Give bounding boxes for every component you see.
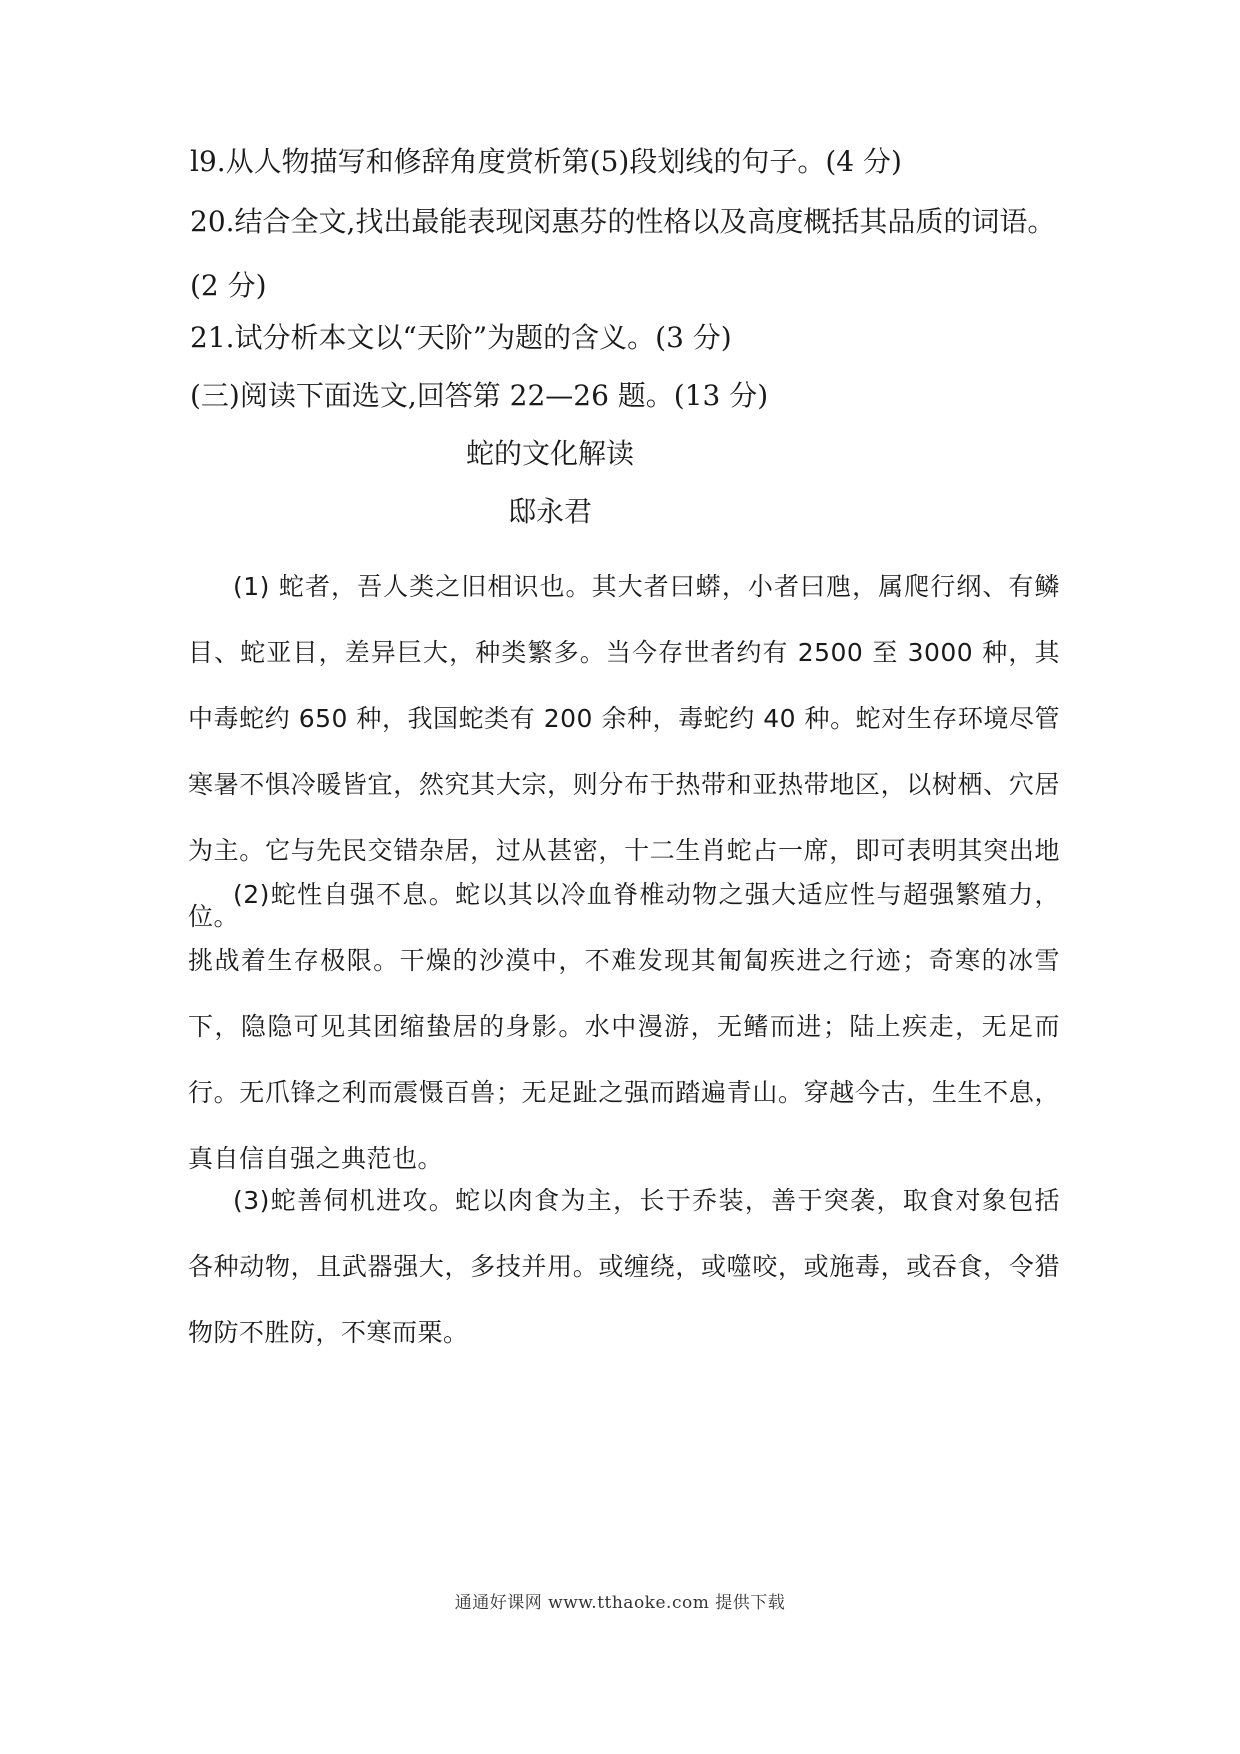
section-3-heading: (三)阅读下面选文,回答第 22—26 题。(13 分) (190, 379, 769, 412)
article-paragraph-1: (1) 蛇者，吾人类之旧相识也。其大者曰蟒，小者曰虺，属爬行纲、有鳞目、蛇亚目，差异巨大，种类繁多。当今存世者约有 2500 至 3000 种，其中毒蛇约 650 种，我国蛇类有 200 余种，毒蛇约 40 种。蛇对生存环境尽管寒暑不惧冷暖皆宜，然究其大宗，则分布于热带和亚热带地区，以树栖、穴居为主。它与先民交错杂居，过从甚密，十二生肖蛇占一席，即可表明其突出地位。 (188, 572, 1060, 931)
question-19: l9.从人物描写和修辞角度赏析第(5)段划线的句子。(4 分) (190, 145, 902, 178)
article-author: 邸永君 (507, 495, 592, 528)
question-21: 21.试分析本文以“天阶”为题的含义。(3 分) (190, 321, 732, 354)
footer-source: 通通好课网 www.tthaoke.com 提供下载 (454, 1593, 786, 1613)
question-20: 20.结合全文,找出最能表现闵惠芬的性格以及高度概括其品质的词语。(2 分) (190, 205, 1056, 302)
article-paragraph-2: (2)蛇性自强不息。蛇以其以冷血脊椎动物之强大适应性与超强繁殖力，挑战着生存极限。干燥的沙漠中，不难发现其匍匐疾进之行迹；奇寒的冰雪下，隐隐可见其团缩蛰居的身影。水中漫游，无鳍而进；陆上疾走，无足而行。无爪锋之利而震慑百兽；无足趾之强而踏遍青山。穿越今古，生生不息，真自信自强之典范也。 (188, 880, 1060, 1173)
article-title: 蛇的文化解读 (465, 437, 634, 470)
article-paragraph-3: (3)蛇善伺机进攻。蛇以肉食为主，长于乔装，善于突袭，取食对象包括各种动物，且武器强大，多技并用。或缠绕，或噬咬，或施毒，或吞食，令猎物防不胜防，不寒而栗。 (188, 1186, 1060, 1347)
